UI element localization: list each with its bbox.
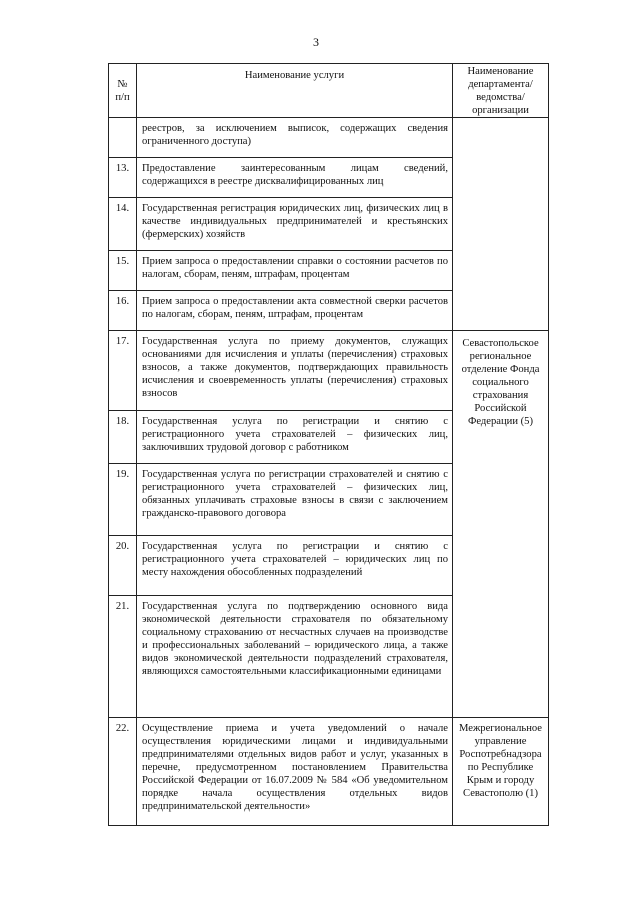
row-num-cell	[109, 118, 137, 158]
department-fss: Севастопольское региональное отделение Фонда социального страхования Российской Федерации (5)	[453, 331, 549, 718]
row-number: 18.	[109, 411, 137, 464]
services-table	[108, 63, 549, 826]
page-number: 3	[313, 35, 319, 49]
service-name: Государственная услуга по регистрации страхователей и снятию с регистрационного учета страхователей – физических лиц, обязанных уплачивать страховые взносы в связи с заключением гражданско-правового договора	[137, 464, 453, 536]
row-number: 16.	[109, 291, 137, 331]
header-num-text: № п/п	[115, 78, 130, 103]
header-service-name-text: Наименование услуги	[244, 69, 345, 81]
row-number: 19.	[109, 464, 137, 536]
service-name: Государственная регистрация юридических лиц, физических лиц в качестве индивидуальных предпринимателей и крестьянских (фермерских) хозяйств	[137, 198, 453, 251]
row-number: 21.	[109, 596, 137, 718]
header-department-text: Наименование департамента/ведомства/ организации	[467, 65, 534, 116]
row-number: 15.	[109, 251, 137, 291]
row-number: 14.	[109, 198, 137, 251]
row-number: 13.	[109, 158, 137, 198]
row-dept-cell	[453, 118, 549, 331]
table-header-row	[109, 64, 549, 118]
row-number: 20.	[109, 536, 137, 596]
table-row	[109, 331, 549, 411]
continuation-text: реестров, за исключением выписок, содержащих сведения ограниченного доступа)	[137, 118, 453, 158]
header-service-name	[137, 64, 453, 118]
service-name: Предоставление заинтересованным лицам сведений, содержащихся в реестре дисквалифицированных лиц	[137, 158, 453, 198]
service-name: Государственная услуга по регистрации и снятию с регистрационного учета страхователей – физических лиц, заключивших трудовой договор с работником	[137, 411, 453, 464]
row-number: 22.	[109, 718, 137, 826]
header-department	[453, 64, 549, 118]
service-name: Государственная услуга по регистрации и снятию с регистрационного учета страхователей – юридических лиц по месту нахождения обособленных подразделений	[137, 536, 453, 596]
department-rospotrebnadzor: Межрегиональное управление Роспотребнадзора по Республике Крым и городу Севастополю (1)	[453, 718, 549, 826]
service-name: Государственная услуга по приему документов, служащих основаниями для исчисления и уплаты (перечисления) страховых взносов, а также документов, подтверждающих правильность исчисления и своевременность уплаты (перечисления) страховых взносов	[137, 331, 453, 411]
service-name: Прием запроса о предоставлении справки о состоянии расчетов по налогам, сборам, пеням, штрафам, процентам	[137, 251, 453, 291]
table-row	[109, 718, 549, 826]
service-name: Государственная услуга по подтверждению основного вида экономической деятельности страхователя по обязательному социальному страхованию от несчастных случаев на производстве и профессиональных заболеваний – юридического лица, а также видов экономической деятельности подразделений страхователя, являющихся самостоятельными классификационными единицами	[137, 596, 453, 718]
service-name: Прием запроса о предоставлении акта совместной сверки расчетов по налогам, сборам, пеням, штрафам, процентам	[137, 291, 453, 331]
service-name: Осуществление приема и учета уведомлений о начале осуществления юридическими лицами и индивидуальными предпринимателями отдельных видов работ и услуг, указанных в перечне, предусмотренном постановлением Правительства Российской Федерации от 16.07.2009 № 584 «Об уведомительном порядке начала осуществления отдельных видов предпринимательской деятельности»	[137, 718, 453, 826]
table-row	[109, 118, 549, 158]
header-num	[109, 64, 137, 118]
row-number: 17.	[109, 331, 137, 411]
